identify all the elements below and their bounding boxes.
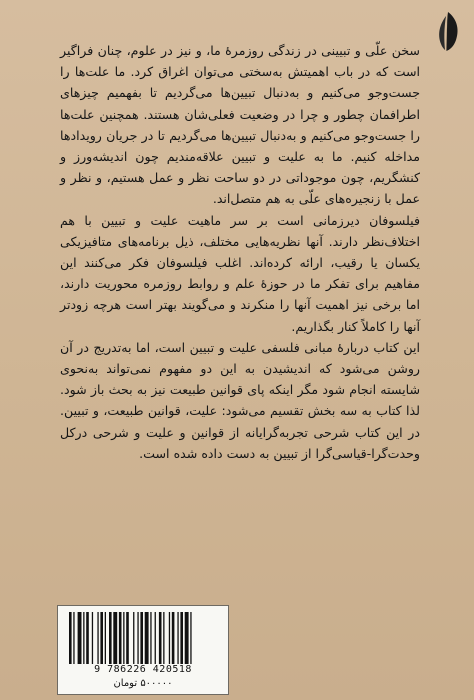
price-label: ۵۰۰۰۰۰ تومان: [113, 678, 173, 689]
isbn-barcode-label: [57, 605, 229, 695]
blurb-paragraph-1: سخن علّی و تبیینی در زندگی روزمرهٔ ما، و نیز در علوم، چنان فراگیر است که در باب اهمیتش به‌سختی می‌توان اغراق کرد. ما علت‌ها را جست‌وجو می‌کنیم و به‌دنبال تبیین‌ها می‌گردیم تا بفهمیم چیزهای اطرافمان چطور و چرا در وضعیت فعلی‌شان هستند. همچنین علت‌ها را جست‌وجو می‌کنیم و به‌دنبال تبیین‌ها می‌گردیم تا در جریان رویدادها مداخله کنیم. ما به علیت و تبیین علاقه‌مندیم چون اندیشه‌ورز و کنشگریم، چون موجوداتی در دو ساحت نظر و عمل هستیم، و نظر و عمل با زنجیره‌های علّی به هم متصل‌اند.: [60, 43, 420, 207]
back-cover-blurb: [60, 40, 420, 464]
isbn-number: 9 786226 420518: [94, 664, 192, 675]
blurb-paragraph-2: فیلسوفان دیرزمانی است بر سر ماهیت علیت و تبیین با هم اختلاف‌نظر دارند. آنها نظریه‌هایی مختلف، ذیل برنامه‌های متافیزیکی یکسان یا رقیب، ارائه کرده‌اند. اغلب فیلسوفان فکر می‌کنند این مفاهیم برای تفکر ما در حوزهٔ علم و روابط روزمره محوریت دارند، اما برخی نیز اهمیت آنها را منکرند و می‌گویند بهتر است هرچه زودتر آنها را کاملاً کنار بگذاریم.: [60, 212, 420, 334]
barcode-icon: [69, 612, 217, 664]
feather-logo-icon: [432, 10, 462, 52]
blurb-paragraph-3: این کتاب دربارهٔ مبانی فلسفی علیت و تبیین است، اما به‌تدریج در آن روشن می‌شود که اندیشیدن به این دو مفهوم نمی‌تواند به‌نحوی شایسته انجام شود مگر اینکه پای قوانین طبیعت نیز به بحث باز شود. لذا کتاب به سه بخش تقسیم می‌شود: علیت، قوانین طبیعت، و تبیین. در این کتاب شرحی تجربه‌گرایانه از قوانین و علیت و شرحی درکل وحدت‌گرا-قیاسی‌گرا از تبیین به دست داده شده است.: [60, 339, 420, 461]
